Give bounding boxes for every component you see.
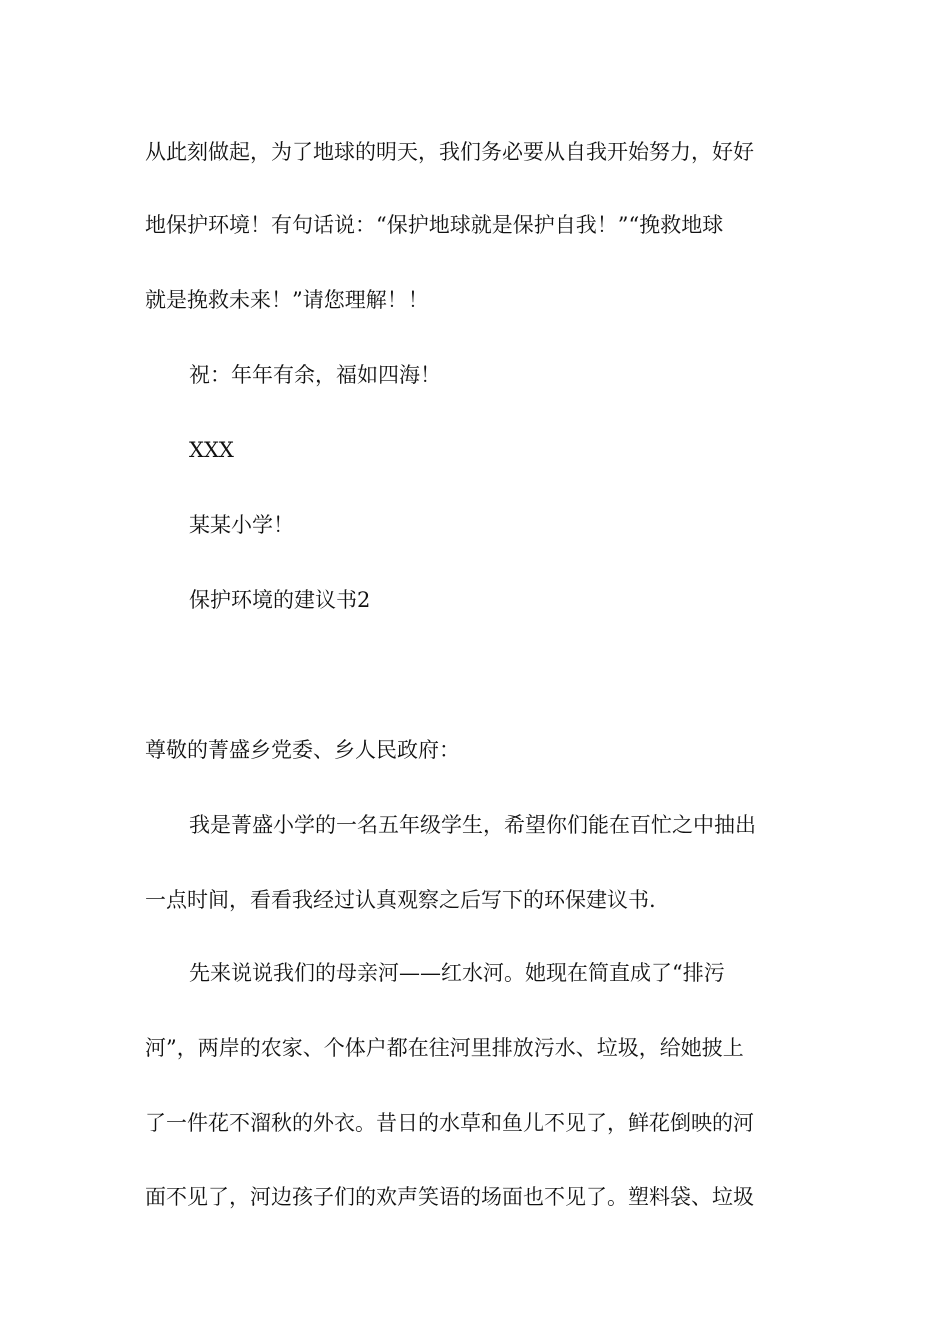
paragraph-line-8: 了一件花不溜秋的外衣。昔日的水草和鱼儿不见了，鲜花倒映的河	[145, 1111, 754, 1135]
paragraph-line-2: 地保护环境！有句话说：“保护地球就是保护自我！”“挽救地球	[145, 213, 724, 237]
signature-school: 某某小学！	[189, 513, 294, 537]
paragraph-line-1: 从此刻做起，为了地球的明天，我们务必要从自我开始努力，好好	[145, 140, 754, 164]
paragraph-line-6: 先来说说我们的母亲河——红水河。她现在简直成了“排污	[189, 961, 725, 985]
salutation: 尊敬的菁盛乡党委、乡人民政府：	[145, 738, 460, 762]
paragraph-line-9: 面不见了，河边孩子们的欢声笑语的场面也不见了。塑料袋、垃圾	[145, 1185, 754, 1209]
closing-wish: 祝：年年有余，福如四海！	[189, 363, 441, 387]
signature-name: XXX	[189, 438, 234, 462]
paragraph-line-7: 河”，两岸的农家、个体户都在往河里排放污水、垃圾，给她披上	[145, 1036, 744, 1060]
paragraph-line-3: 就是挽救未来！”请您理解！！	[145, 288, 429, 312]
paragraph-line-5: 一点时间，看看我经过认真观察之后写下的环保建议书.	[145, 888, 656, 912]
paragraph-line-4: 我是菁盛小学的一名五年级学生，希望你们能在百忙之中抽出	[189, 813, 756, 837]
section-title: 保护环境的建议书2	[189, 588, 371, 612]
